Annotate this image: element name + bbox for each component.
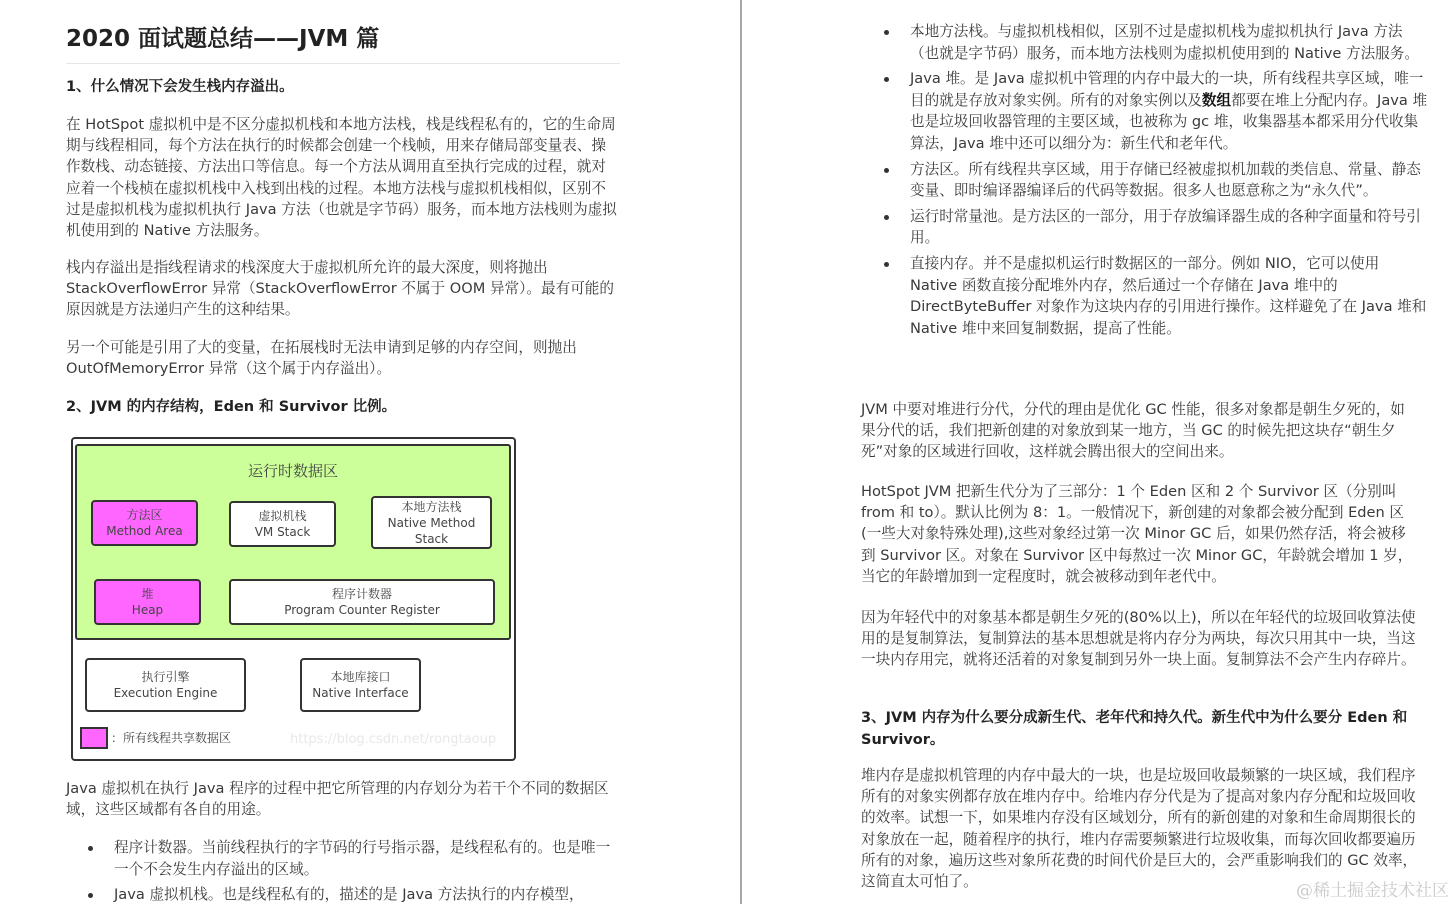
heap-cn: 堆	[141, 587, 154, 601]
exec-engine-cn: 执行引擎	[141, 670, 190, 684]
q2-intro: Java 虚拟机在执行 Java 程序的过程中把它所管理的内存划分为若干个不同的数据区域，这些区域都有各自的用途。	[66, 780, 609, 819]
list-item: Java 堆。是 Java 虚拟机中管理的内存中最大的一块，所有线程共享区域，唯一目的就是存放对象实例。所有的对象实例以及数组都要在堆上分配内存。Java 堆也是垃圾回收器管理的主要区域，也被称为 gc 堆，收集器基本都采用分代收集算法，Java 堆中还可以细分为：新生代和老年代。	[862, 68, 1430, 154]
q1-paragraph-1: 在 HotSpot 虚拟机中是不区分虚拟机栈和本地方法栈，栈是线程私有的，它的生命周期与线程相同，每个方法在执行的时候都会创建一个栈帧，用来存储局部变量表、操作数栈、动态链接、方法出口等信息。每一个方法从调用直至执行完成的过程，就对应着一个栈桢在虚拟机栈中入栈到出栈的过程。本地方法栈与虚拟机栈相似，区别不过是虚拟机栈为虚拟机执行 Java 方法（也就是字节码）服务，而本地方法栈则为虚拟机使用到的 Native 方法服务。	[66, 116, 617, 240]
pc-register-cn: 程序计数器	[331, 587, 392, 601]
eden-survivor-paragraph: HotSpot JVM 把新生代分为了三部分：1 个 Eden 区和 2 个 Survivor 区（分别叫 from 和 to）。默认比例为 8：1。一般情况下，新创建的对象都会被分配到 Eden 区(一些大对象特殊处理),这些对象经过第一次 Minor GC 后，如果仍然存活，将会被移到 Survivor 区。对象在 Survivor 区中每熬过一次 Minor GC，年龄就会增加 1 岁，当它的年龄增加到一定程度时，就会被移动到年老代中。	[861, 483, 1413, 585]
question-2-heading: 2、JVM 的内存结构，Eden 和 Survivor 比例。	[66, 399, 397, 415]
method-area-en: Method Area	[106, 524, 183, 538]
q1-paragraph-3: 另一个可能是引用了大的变量，在拓展栈时无法申请到足够的内存空间，则抛出 OutOfMemoryError 异常（这个属于内存溢出）。	[66, 339, 577, 378]
memory-area-list-right	[862, 21, 1430, 343]
copy-algorithm-paragraph: 因为年轻代中的对象基本都是朝生夕死的(80%以上)，所以在年轻代的垃圾回收算法使用的是复制算法，复制算法的基本思想就是将内存分为两块，每次只用其中一块，当这一块内存用完，就将还活着的对象复制到另外一块上面。复制算法不会产生内存碎片。	[861, 609, 1416, 669]
exec-engine-en: Execution Engine	[113, 686, 218, 700]
runtime-data-area	[75, 444, 511, 640]
bullet-icon	[88, 893, 93, 898]
shared-area-legend-text: ：所有线程共享数据区	[111, 731, 232, 745]
bullet-icon	[884, 77, 889, 82]
bullet-icon	[884, 215, 889, 220]
bold-term-array: 数组	[1201, 91, 1232, 109]
method-area-cn: 方法区	[126, 508, 163, 522]
shared-area-legend-swatch	[80, 727, 108, 749]
vm-stack-cn: 虚拟机栈	[258, 509, 307, 523]
question-3-heading: 3、JVM 内存为什么要分成新生代、老年代和持久代。新生代中为什么要分 Eden 和 Survivor。	[861, 710, 1408, 748]
list-item: 本地方法栈。与虚拟机栈相似，区别不过是虚拟机栈为虚拟机执行 Java 方法（也就是字节码）服务，而本地方法栈则为虚拟机使用到的 Native 方法服务。	[862, 21, 1430, 64]
list-item: Java 虚拟机栈。也是线程私有的，描述的是 Java 方法执行的内存模型，	[66, 884, 622, 906]
document-title: 2020 面试题总结——JVM 篇	[66, 20, 620, 64]
native-interface-en: Native Interface	[312, 686, 409, 700]
juejin-watermark: @稀土掘金技术社区	[1296, 881, 1449, 901]
list-item: 运行时常量池。是方法区的一部分，用于存放编译器生成的各种字面量和符号引用。	[862, 206, 1430, 249]
native-interface-cn: 本地库接口	[330, 670, 391, 684]
generational-reason-paragraph: JVM 中要对堆进行分代，分代的理由是优化 GC 性能，很多对象都是朝生夕死的，如果分代的话，我们把新创建的对象放到某一地方，当 GC 的时候先把这块存“朝生夕死”对象的区域进行回收，这样就会腾出很大的空间出来。	[861, 401, 1405, 461]
native-stack-cn: 本地方法栈	[401, 499, 462, 514]
bullet-icon	[884, 30, 889, 35]
memory-area-list-left	[66, 837, 622, 910]
runtime-data-area-title: 运行时数据区	[247, 462, 338, 480]
jvm-memory-diagram	[71, 437, 516, 761]
bullet-icon	[884, 168, 889, 173]
diagram-watermark: https://blog.csdn.net/rongtaoup	[290, 732, 497, 747]
vm-stack-box	[229, 501, 336, 547]
execution-engine-box	[85, 658, 246, 712]
native-method-stack-box	[371, 496, 492, 549]
list-item: 直接内存。并不是虚拟机运行时数据区的一部分。例如 NIO，它可以使用 Native 函数直接分配堆外内存，然后通过一个存储在 Java 堆中的 DirectByteBuffer 对象作为这块内存的引用进行操作。这样避免了在 Java 堆和 Native 堆中来回复制数据，提高了性能。	[862, 253, 1430, 339]
bullet-icon	[88, 846, 93, 851]
list-item: 方法区。所有线程共享区域，用于存储已经被虚拟机加载的类信息、常量、静态变量、即时编译器编译后的代码等数据。很多人也愿意称之为“永久代”。	[862, 159, 1430, 202]
heap-box	[94, 579, 201, 625]
method-area-box	[91, 500, 198, 546]
list-item: 程序计数器。当前线程执行的字节码的行号指示器，是线程私有的。也是唯一一个不会发生内存溢出的区域。	[66, 837, 622, 880]
q3-paragraph: 堆内存是虚拟机管理的内存中最大的一块，也是垃圾回收最频繁的一块区域，我们程序所有的对象实例都存放在堆内存中。给堆内存分代是为了提高对象内存分配和垃圾回收的效率。试想一下，如果堆内存没有区域划分，所有的新创建的对象和生命周期很长的对象放在一起，随着程序的执行，堆内存需要频繁进行垃圾收集，而每次回收都要遍历所有的对象，遍历这些对象所花费的时间代价是巨大的，会严重影响我们的 GC 效率，这简直太可怕了。	[861, 767, 1418, 891]
heap-en: Heap	[131, 603, 164, 617]
vm-stack-en: VM Stack	[254, 525, 311, 539]
native-interface-box	[300, 658, 421, 712]
program-counter-box	[229, 579, 495, 625]
native-stack-en: Native Method Stack	[387, 515, 476, 546]
bullet-icon	[884, 262, 889, 267]
pc-register-en: Program Counter Register	[284, 603, 440, 617]
q1-paragraph-2: 栈内存溢出是指线程请求的栈深度大于虚拟机所允许的最大深度，则将抛出 StackOverflowError 异常（StackOverflowError 不属于 OOM 异常）。最有可能的原因就是方法递归产生的这种结果。	[66, 259, 614, 319]
question-1-heading: 1、什么情况下会发生栈内存溢出。	[66, 79, 294, 95]
